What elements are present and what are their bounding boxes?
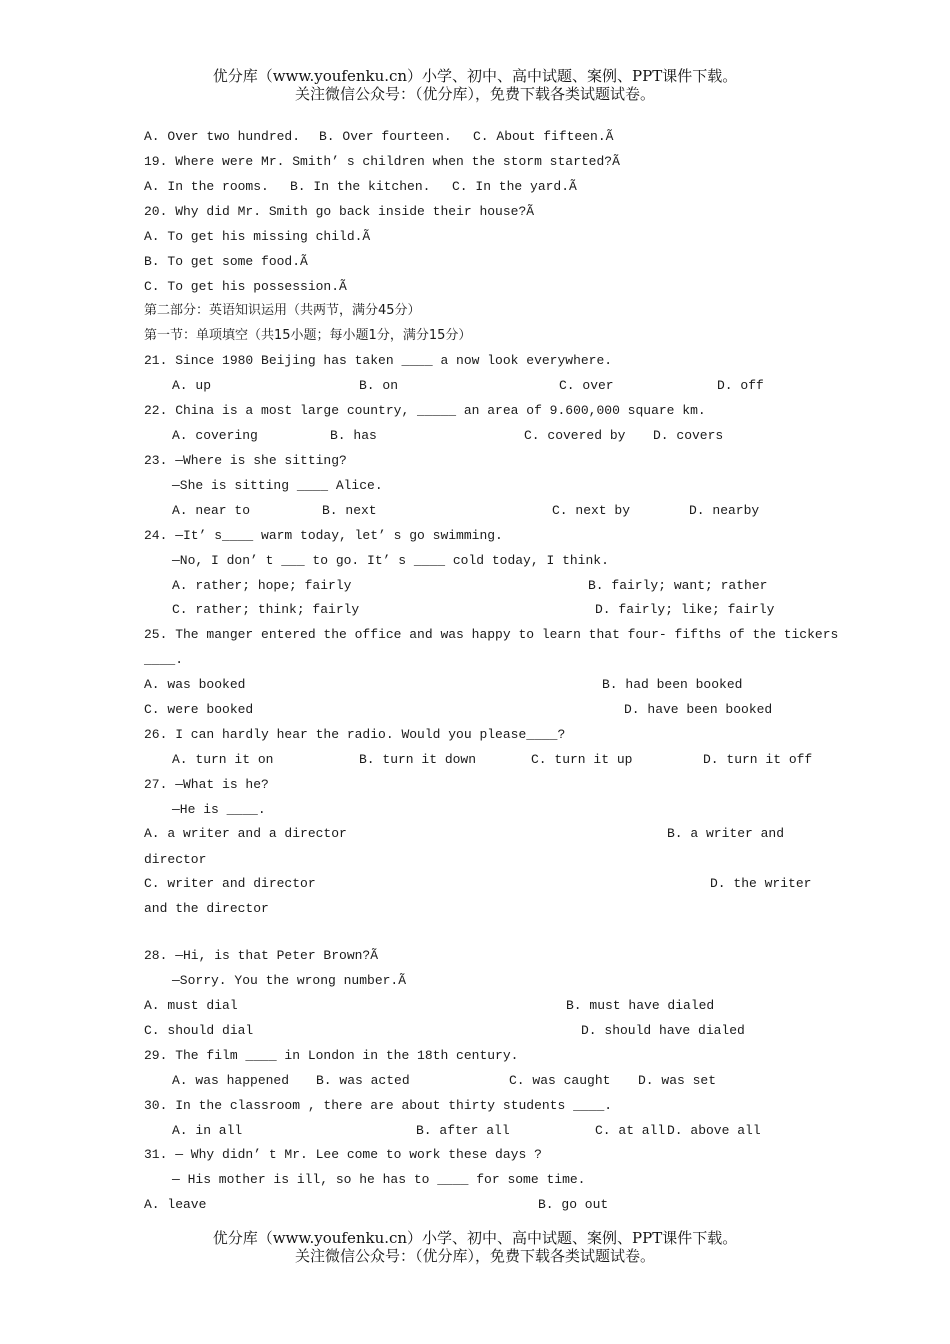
q29-option-b: B. was acted	[316, 1073, 410, 1088]
q18-option-c: C. About fifteen.Ã	[473, 129, 614, 144]
page-header	[0, 67, 950, 103]
q26-option-a: A. turn it on	[172, 752, 274, 767]
q24-reply: —No, I don’ t ___ to go. It’ s ____ cold today, I think.	[172, 553, 609, 568]
q22-stem: 22. China is a most large country, _____ an area of 9.600,000 square km.	[144, 403, 706, 418]
q27-option-d: D. the writer	[710, 876, 812, 891]
q31-stem: 31. — Why didn’ t Mr. Lee come to work these days ?	[144, 1147, 542, 1162]
q25-option-a: A. was booked	[144, 677, 246, 692]
q24-stem: 24. —It’ s____ warm today, let’ s go swimming.	[144, 528, 503, 543]
q29-option-d: D. was set	[638, 1073, 717, 1088]
q25-stem: 25. The manger entered the office and was happy to learn that four- fifths of the tickers	[144, 627, 839, 642]
q29-stem: 29. The film ____ in London in the 18th century.	[144, 1048, 519, 1063]
q24-option-a: A. rather; hope; fairly	[172, 578, 352, 593]
q29-option-a: A. was happened	[172, 1073, 290, 1088]
q26-stem: 26. I can hardly hear the radio. Would you please____?	[144, 727, 566, 742]
q28-option-d: D. should have dialed	[581, 1023, 745, 1038]
q27-option-b-continued: director	[144, 852, 207, 867]
q25-option-c: C. were booked	[144, 702, 254, 717]
q27-option-d-continued: and the director	[144, 901, 269, 916]
header-line-1: 优分库（www.youfenku.cn）小学、初中、高中试题、案例、PPT课件下载。	[212, 67, 738, 85]
part-2-title: 第二部分：英语知识运用（共两节，满分45分）	[144, 303, 421, 318]
q23-stem: 23. —Where is she sitting?	[144, 453, 347, 468]
q28-option-b: B. must have dialed	[566, 998, 715, 1013]
q23-option-a: A. near to	[172, 503, 251, 518]
q24-option-b: B. fairly; want; rather	[588, 578, 768, 593]
q19-option-b: B. In the kitchen.	[290, 179, 431, 194]
q25-stem-continued: ____.	[144, 652, 184, 667]
q22-option-c: C. covered by	[524, 428, 626, 443]
q21-option-a: A. up	[172, 378, 212, 393]
q21-stem: 21. Since 1980 Beijing has taken ____ a now look everywhere.	[144, 353, 613, 368]
q19-option-c: C. In the yard.Ã	[452, 179, 577, 194]
q29-option-c: C. was caught	[509, 1073, 611, 1088]
q27-stem: 27. —What is he?	[144, 777, 269, 792]
header-line-2: 关注微信公众号：（优分库），免费下载各类试题试卷。	[294, 85, 655, 103]
q26-option-d: D. turn it off	[703, 752, 813, 767]
q24-option-c: C. rather; think; fairly	[172, 602, 360, 617]
q28-reply: —Sorry. You the wrong number.Ã	[172, 973, 407, 988]
page-footer	[0, 1229, 950, 1265]
q31-option-a: A. leave	[144, 1197, 207, 1212]
q21-option-b: B. on	[359, 378, 399, 393]
q19-option-a: A. In the rooms.	[144, 179, 269, 194]
q30-option-b: B. after all	[416, 1123, 510, 1138]
q21-option-c: C. over	[559, 378, 614, 393]
q30-stem: 30. In the classroom , there are about thirty students ____.	[144, 1098, 613, 1113]
q23-reply: —She is sitting ____ Alice.	[172, 478, 383, 493]
q22-option-a: A. covering	[172, 428, 258, 443]
q30-option-c: C. at all	[595, 1123, 666, 1138]
q18-option-b: B. Over fourteen.	[319, 129, 452, 144]
q19-stem: 19. Where were Mr. Smith’ s children when the storm started?Ã	[144, 154, 620, 169]
q25-option-d: D. have been booked	[624, 702, 773, 717]
q25-option-b: B. had been booked	[602, 677, 743, 692]
q31-option-b: B. go out	[538, 1197, 609, 1212]
q22-option-b: B. has	[330, 428, 377, 443]
q23-option-d: D. nearby	[689, 503, 760, 518]
q20-option-a: A. To get his missing child.Ã	[144, 229, 371, 244]
section-1-title: 第一节：单项填空（共15小题；每小题1分，满分15分）	[144, 328, 472, 343]
footer-line-2: 关注微信公众号：（优分库），免费下载各类试题试卷。	[294, 1247, 655, 1265]
q26-option-c: C. turn it up	[531, 752, 633, 767]
q26-option-b: B. turn it down	[359, 752, 477, 767]
q20-option-b: B. To get some food.Ã	[144, 254, 308, 269]
q28-stem: 28. —Hi, is that Peter Brown?Ã	[144, 948, 379, 963]
q27-reply: —He is ____.	[172, 802, 266, 817]
footer-line-1: 优分库（www.youfenku.cn）小学、初中、高中试题、案例、PPT课件下载。	[212, 1229, 738, 1247]
q30-option-d: D. above all	[667, 1123, 761, 1138]
q18-option-a: A. Over two hundred.	[144, 129, 301, 144]
q23-option-b: B. next	[322, 503, 377, 518]
q21-option-d: D. off	[717, 378, 764, 393]
q27-option-c: C. writer and director	[144, 876, 316, 891]
q27-option-b: B. a writer and	[667, 826, 785, 841]
q24-option-d: D. fairly; like; fairly	[595, 602, 775, 617]
q31-reply: — His mother is ill, so he has to ____ for some time.	[172, 1172, 586, 1187]
q20-option-c: C. To get his possession.Ã	[144, 279, 347, 294]
q20-stem: 20. Why did Mr. Smith go back inside their house?Ã	[144, 204, 535, 219]
q30-option-a: A. in all	[172, 1123, 243, 1138]
q23-option-c: C. next by	[552, 503, 631, 518]
q22-option-d: D. covers	[653, 428, 724, 443]
q28-option-a: A. must dial	[144, 998, 238, 1013]
q28-option-c: C. should dial	[144, 1023, 254, 1038]
q27-option-a: A. a writer and a director	[144, 826, 347, 841]
